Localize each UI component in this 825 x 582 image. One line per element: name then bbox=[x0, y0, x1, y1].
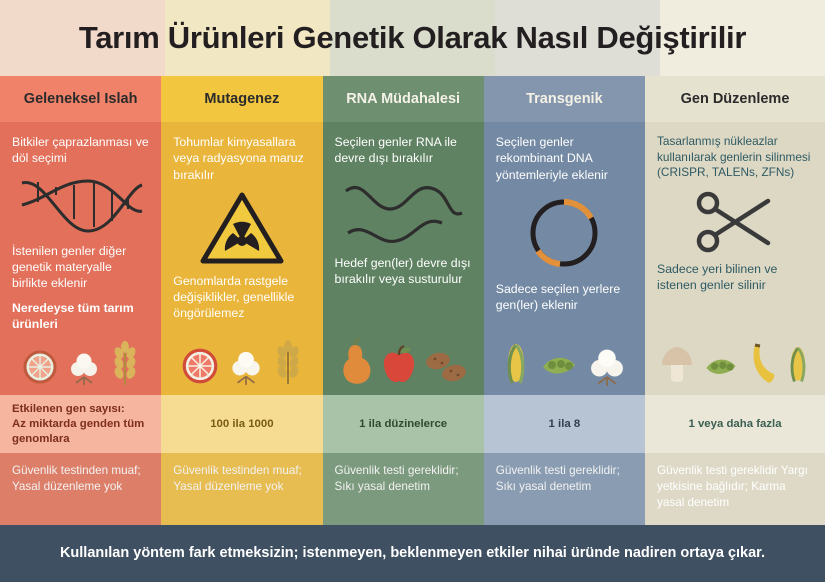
cotton-boll-icon bbox=[64, 347, 104, 387]
column-header-label: Geleneksel Islah bbox=[23, 90, 138, 107]
method-description-top: Bitkiler çaprazlanması ve döl seçimi bbox=[12, 135, 149, 166]
crop-icons-row bbox=[496, 333, 633, 387]
crop-icons-row bbox=[657, 333, 813, 387]
column-body-transgenik bbox=[484, 122, 645, 395]
grapefruit-icon bbox=[20, 347, 60, 387]
method-description-mid: Sadece seçilen yerlere gen(ler) eklenir bbox=[495, 281, 621, 313]
crop-icons-row bbox=[335, 333, 472, 387]
column-gen-duzenleme bbox=[645, 76, 825, 525]
gene-count-gen-duzenleme bbox=[645, 395, 825, 453]
regulation-gen-duzenleme bbox=[645, 453, 825, 525]
potato-icon bbox=[423, 347, 471, 387]
apple-icon bbox=[379, 343, 419, 387]
dna-helix-icon bbox=[12, 175, 149, 237]
wheat-icon bbox=[108, 339, 142, 387]
regulation-rna-mudahalesi bbox=[323, 453, 484, 525]
corn-icon bbox=[783, 339, 813, 387]
gene-count-value: 1 veya daha fazla bbox=[688, 418, 782, 431]
regulation-text: Güvenlik testi gereklidir; Sıkı yasal denetim bbox=[334, 464, 459, 494]
soybean-icon bbox=[701, 349, 741, 387]
regulation-text: Güvenlik testinden muaf; Yasal düzenleme yok bbox=[173, 464, 302, 494]
crop-icons-row bbox=[173, 333, 310, 387]
radiation-hazard-icon bbox=[173, 191, 310, 267]
page-title: Tarım Ürünleri Genetik Olarak Nasıl Değiştirilir bbox=[78, 20, 747, 56]
gene-count-value: 1 ila düzinelerce bbox=[359, 418, 448, 431]
column-body-rna-mudahalesi bbox=[323, 122, 484, 395]
column-body-mutagenez bbox=[161, 122, 322, 395]
footer-band bbox=[0, 525, 825, 582]
method-description-mid: Genomlarda rastgele değişiklikler, genellikle öngörülemez bbox=[173, 273, 295, 321]
method-tagline: Neredeyse tüm tarım ürünleri bbox=[12, 301, 134, 332]
grapefruit-icon bbox=[179, 345, 221, 387]
scissors-icon bbox=[657, 189, 813, 255]
regulation-geleneksel-islah bbox=[0, 453, 161, 525]
title-band bbox=[0, 0, 825, 76]
regulation-mutagenez bbox=[161, 453, 322, 525]
column-geleneksel-islah bbox=[0, 76, 161, 525]
cotton-boll-icon bbox=[225, 345, 267, 387]
column-body-geleneksel-islah bbox=[0, 122, 161, 395]
column-header-rna-mudahalesi bbox=[323, 76, 484, 122]
corn-icon bbox=[499, 337, 533, 387]
gene-count-value: 100 ila 1000 bbox=[210, 418, 274, 431]
cotton-boll-icon bbox=[585, 343, 629, 387]
column-transgenik bbox=[484, 76, 645, 525]
mushroom-icon bbox=[657, 343, 697, 387]
regulation-text: Güvenlik testi gereklidir Yargı yetkisine bağlıdır; Karma yasal denetim bbox=[657, 464, 808, 509]
regulation-transgenik bbox=[484, 453, 645, 525]
method-description-top: Seçilen genler RNA ile devre dışı bırakılır bbox=[334, 135, 457, 166]
gene-count-value: 1 ila 8 bbox=[548, 418, 581, 431]
method-description-top: Seçilen genler rekombinant DNA yöntemleriyle eklenir bbox=[495, 135, 608, 182]
crop-icons-row bbox=[12, 333, 149, 387]
gene-count-value: Az miktarda genden tüm genomlara bbox=[12, 418, 145, 445]
wheat-icon bbox=[271, 337, 305, 387]
method-description-top: Tasarlanmış nükleazlar kullanılarak genlerin silinmesi (CRISPR, TALENs, ZFNs) bbox=[657, 134, 811, 180]
squash-icon bbox=[335, 337, 375, 387]
gene-count-rna-mudahalesi bbox=[323, 395, 484, 453]
column-header-label: Gen Düzenleme bbox=[680, 90, 790, 107]
regulation-text: Güvenlik testinden muaf; Yasal düzenleme yok bbox=[12, 464, 141, 494]
method-columns bbox=[0, 76, 825, 525]
method-description-mid: İstenilen genler diğer genetik materyalle birlikte eklenir bbox=[12, 243, 127, 291]
column-header-gen-duzenleme bbox=[645, 76, 825, 122]
column-header-geleneksel-islah bbox=[0, 76, 161, 122]
gene-count-geleneksel-islah bbox=[0, 395, 161, 453]
column-header-mutagenez bbox=[161, 76, 322, 122]
method-description-top: Tohumlar kimyasallara veya radyasyona maruz bırakılır bbox=[173, 135, 304, 182]
column-header-label: Transgenik bbox=[526, 90, 603, 107]
gene-count-label: Etkilenen gen sayısı: bbox=[12, 403, 125, 416]
column-header-transgenik bbox=[484, 76, 645, 122]
column-header-label: Mutagenez bbox=[204, 90, 280, 107]
column-header-label: RNA Müdahalesi bbox=[346, 90, 461, 107]
plasmid-ring-icon bbox=[496, 191, 633, 275]
column-rna-mudahalesi bbox=[323, 76, 484, 525]
banana-icon bbox=[745, 341, 779, 387]
soybean-icon bbox=[537, 347, 581, 387]
regulation-text: Güvenlik testi gereklidir; Sıkı yasal denetim bbox=[495, 464, 620, 494]
method-description-mid: Sadece yeri bilinen ve istenen genler silinir bbox=[657, 261, 778, 293]
column-body-gen-duzenleme bbox=[645, 122, 825, 395]
gene-count-mutagenez bbox=[161, 395, 322, 453]
column-mutagenez bbox=[161, 76, 322, 525]
footer-note: Kullanılan yöntem fark etmeksizin; istenmeyen, beklenmeyen etkiler nihai üründe nadiren ortaya çıkar. bbox=[59, 544, 766, 561]
gene-count-transgenik bbox=[484, 395, 645, 453]
rna-strand-icon bbox=[335, 175, 472, 249]
method-description-mid: Hedef gen(ler) devre dışı bırakılır veya susturulur bbox=[334, 255, 471, 286]
